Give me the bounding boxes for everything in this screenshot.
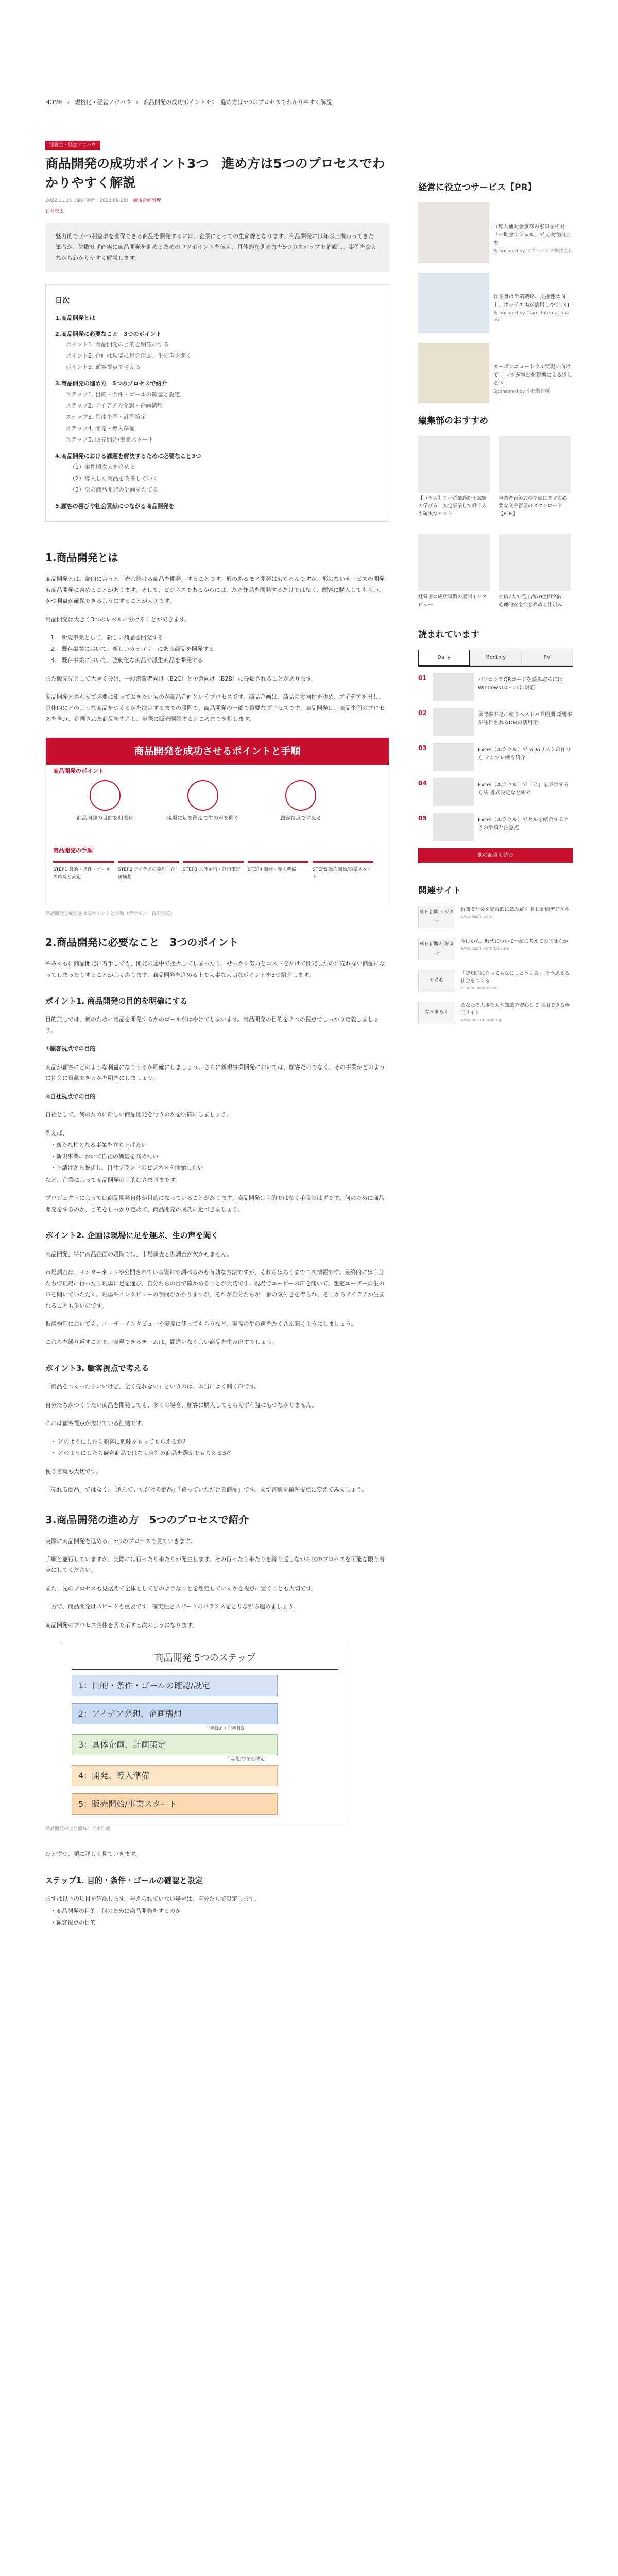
- recommend-thumbnail[interactable]: [418, 534, 490, 591]
- recommend-thumbnail[interactable]: [418, 436, 490, 493]
- paragraph: 「商品をつくったらいいけど、全く売れない」というのは、本当によく聞く声です。: [45, 1383, 260, 1391]
- lead-box: 魅力的で かつ利益率を確保できる商品を開発するには、企業にとっての生命線となります。商品開発には年以上携わってきた筆者が、失敗せず確実に商品開発を進めるためのコツポイントを伝え、具体的な進め方を5つのステップで解説し、事例を交えながらわかりやすく解説します。: [45, 223, 389, 272]
- pr-card-title[interactable]: 作業量は半端戦略、支援性は向上。ホッチエ場が活用しやすいIT: [493, 294, 570, 308]
- recommend-text[interactable]: 社員7人で売上高70億円突破 心理的安全性を高める仕組み: [499, 594, 567, 608]
- list-item: ・新たな柱となる事業を立ち上げたい: [50, 1141, 147, 1148]
- recommend-grid: [418, 436, 573, 617]
- flow-note: 商品化/事業化決定: [226, 1756, 265, 1762]
- paragraph: 商品開発とは、端的に言うと「売れ続ける商品を開発」することです。形のあるモノ開発はもちろんですが、形のないサービスの開発も商品開発に含めることがあります。そして、ビジネスであるからには、ただ作品を開発するだけではなく、顧客に購入してもらい、かつ利益が確保できるようにすることが大切です。: [45, 575, 385, 605]
- list-item: 2. 既存事業において、新しいカテゴリーにある商品を開発する: [50, 646, 214, 653]
- pr-thumbnail[interactable]: [418, 273, 489, 333]
- breadcrumb-sep: ›: [136, 99, 139, 106]
- toc-item[interactable]: （3）次の商品開発の計画をたてる: [70, 486, 158, 493]
- pr-sponsor: Sponsored by ソフトバンク株式会社: [493, 248, 573, 254]
- paragraph: など、企業によって商品開発の目的はさまざまです。: [45, 1176, 181, 1183]
- toc-item[interactable]: ステップ3. 具体企画・計画策定: [65, 413, 146, 420]
- rank-title[interactable]: Excel（エクセル）でToDoリストの作り方 テンプレ例も紹介: [478, 747, 571, 761]
- paragraph: 商品が顧客にどのような利益になりうるか明確にしましょう。さらに新規事業開発においては、顧客だけでなく、その事業がどのように社会に貢献できるかを明確にしましょう。: [45, 1063, 385, 1082]
- related-site[interactable]: [418, 1002, 573, 1024]
- list-item: ・新規事業において自社の価値を高めたい: [50, 1153, 158, 1160]
- rank-thumbnail[interactable]: [433, 708, 474, 736]
- paragraph: 商品開発は大きく3つのレベルに分けることができます。: [45, 616, 191, 623]
- step-box: STEP1 目的・条件・ゴールの確認と設定: [53, 861, 114, 882]
- toc-item[interactable]: ステップ4. 開発・導入準備: [65, 425, 135, 432]
- related-logo[interactable]: 朝日新聞の 好奇心: [418, 938, 455, 960]
- figure-section-points: 商品開発のポイント: [53, 767, 104, 774]
- paragraph: プロジェクトによっては商品開発自体が目的になっていることがあります。商品開発は目的ではなく手段のはずです。何のために商品開発をするのか、目的をしっかり定めて、商品開発の成功に近づきましょう。: [45, 1195, 385, 1213]
- toc-item[interactable]: ポイント1. 商品開発の目的を明確にする: [65, 341, 169, 348]
- point-heading: ポイント2. 企画は現場に足を運ぶ、生の声を聞く: [45, 1231, 219, 1241]
- toc-item[interactable]: 1.商品開発とは: [55, 314, 95, 321]
- flow-step: 2：アイデア発想、企画構想: [72, 1703, 278, 1724]
- ranking-item[interactable]: [418, 673, 573, 701]
- pr-sponsor: Sponsored by Claris International Inc.: [493, 310, 571, 324]
- publish-date: 2022.11.15（最終更新：2023.09.28）: [45, 198, 129, 204]
- pr-sponsor: Sponsored by 小松製作所: [493, 388, 550, 394]
- toc-item[interactable]: 4.商品開発における課題を解決するために必要なこと3つ: [55, 452, 201, 460]
- paragraph: 自分たちがつくりたい商品を開発しても、多くの場合、顧客に購入してもらえず利益にもつながりません。: [45, 1401, 318, 1409]
- related-text[interactable]: 新聞で社会を総合的に読み解く 朝日新聞デジタル: [460, 906, 570, 912]
- point-heading: ポイント1. 商品開発の目的を明確にする: [45, 996, 188, 1006]
- paragraph: また、先のプロセスも見据えて全体としてどのようなことを想定していくかを視点に置くことも大切です。: [45, 1585, 317, 1592]
- list-item: ・下請けから脱却し、自社ブランドのビジネスを開始したい: [50, 1164, 203, 1171]
- sub-heading: ①顧客視点での目的: [45, 1045, 96, 1053]
- paragraph: 一方で、商品開発はスピードも重要です。確実性とスピードのバランスをとりながら進めましょう。: [45, 1603, 299, 1611]
- related-url: www.asahi.com/tsukuru: [460, 945, 510, 951]
- meta-category[interactable]: 新規企画管理: [133, 198, 161, 204]
- rank-title[interactable]: Excel（エクセル）で「と」を表示する方法 書式設定など紹介: [478, 782, 569, 796]
- related-title: 関連サイト: [418, 885, 461, 896]
- recommend-card[interactable]: [499, 436, 571, 518]
- list-item: 3. 既存事業において、強靭化な商品や派生商品を開発する: [50, 657, 203, 664]
- figure-five-steps: 商品開発 5つのステップ 1：目的・条件・ゴールの確認/設定 2：アイデア発想、企画構想 企画Go! / 企画NG 3：具体企画、計画策定 商品化/事業化決定 4：開発、導入準備 5：販売開始/事業スタート: [61, 1643, 349, 1822]
- rank-number: 05: [418, 814, 427, 822]
- flow-step: 3：具体企画、計画策定: [72, 1734, 278, 1755]
- point-card: [66, 780, 144, 823]
- list: [50, 632, 389, 666]
- ranking-item[interactable]: [418, 708, 573, 736]
- author-name[interactable]: 石井勇太: [45, 209, 64, 215]
- step-heading: ステップ1. 目的・条件・ゴールの確認と設定: [45, 1875, 203, 1885]
- flow-step: 4：開発、導入準備: [72, 1765, 278, 1786]
- section-heading: 3.商品開発の進め方 5つのプロセスで紹介: [45, 1513, 249, 1526]
- breadcrumb-category[interactable]: 規格化・経営ノウハウ: [74, 99, 131, 106]
- rank-title[interactable]: Excel（エクセル）でセルを結合するときの手順と注意点: [478, 817, 569, 831]
- paragraph: 目的無しでは、何のために商品を開発するかのゴールがはやけてしまいます。商品開発の目的を２つの視点でしっかり定義しましょう。: [45, 1016, 379, 1034]
- related-logo[interactable]: 好奇心: [418, 970, 455, 992]
- flow-step: 1：目的・条件・ゴールの確認/設定: [72, 1675, 278, 1696]
- flow-step: 5：販売開始/事業スタート: [72, 1793, 278, 1815]
- sidebar: [418, 180, 573, 1033]
- recommend-thumbnail[interactable]: [499, 534, 571, 591]
- point-card: [164, 780, 242, 823]
- step-box: STEP2 アイデアの発想・企画構想: [118, 861, 179, 882]
- point-card: [262, 780, 339, 823]
- paragraph: ひとずつ、順に詳しく見ていきます。: [45, 1851, 141, 1858]
- point-heading: ポイント3. 顧客視点で考える: [45, 1363, 149, 1373]
- toc-item[interactable]: 2.商品開発に必要なこと 3つのポイント: [55, 330, 162, 337]
- recommend-text[interactable]: 【コラム】中小企業診断士試験の学び方 安定事業して働く人も確実なヒント: [418, 495, 487, 517]
- breadcrumb-home[interactable]: HOME: [45, 99, 63, 106]
- related-site[interactable]: [418, 938, 573, 960]
- pr-card[interactable]: [418, 343, 573, 403]
- paragraph: まずは以下の項目を確認します。与えられていない場合は、自分たちで設定します。: [45, 1895, 260, 1903]
- point-label: 現場に足を運んで生の声を聞く: [167, 815, 239, 821]
- paragraph: 便う言葉も大切です。: [45, 1468, 102, 1475]
- pr-thumbnail[interactable]: [418, 343, 489, 403]
- toc-item[interactable]: （2）導入した商品を改善していく: [70, 474, 158, 482]
- paragraph: やみくもに商品開発に着手しても、開発の途中で挫折してしまったり、せっかく努力とコストをかけて開発したのに売れない商品になってしまったりすることがよくあります。商品開発を進める上で大事な大切なポイントを3つ紹介します。: [45, 960, 385, 978]
- breadcrumb: [45, 98, 335, 108]
- breadcrumb-current: 商品開発の成功ポイント3つ 進め方は5つのプロセスでわかりやすく解説: [143, 99, 332, 106]
- figure-caption: 商品開発の主な流れ：青木作成: [45, 1826, 111, 1832]
- rank-title[interactable]: 承認率不足に使うベストパ業種別 反響率が注目されるDMの活用術: [478, 711, 572, 726]
- paragraph: これらを繰り返すことで、実現できるチームは、間違いなくよい商品を生み出すでしょう。: [45, 1338, 278, 1346]
- related-text[interactable]: あなたの大事な人や知識を安心して 活用できる専門サイト: [460, 1002, 570, 1016]
- pr-card-title[interactable]: カーボンニュートラル実現に向けて コマツが電動化建機による道しるべ: [493, 364, 572, 386]
- list-item: ・ どのようにしたら競合商品ではなく自社の商品を選んでもらえるか？: [50, 1449, 234, 1456]
- list: [50, 1140, 389, 1174]
- toc-item[interactable]: ステップ5. 販売開始/事業スタート: [65, 436, 154, 443]
- pr-thumbnail[interactable]: [418, 202, 489, 263]
- list-item: 1. 新規事業として、新しい商品を開発する: [50, 634, 164, 641]
- sub-heading: ②自社視点での目的: [45, 1093, 96, 1100]
- toc-item[interactable]: ステップ1. 目的・条件・ゴールの確認と設定: [65, 391, 180, 398]
- tab-monthly[interactable]: Monthly: [470, 650, 521, 666]
- paragraph: 実際に商品開発を進める、5つのプロセスで見ていきます。: [45, 1537, 196, 1545]
- figure-title: 商品開発を成功させるポイントと手順: [46, 738, 389, 765]
- toc-item[interactable]: （1）案件順次大を進める: [70, 463, 135, 470]
- category-tag[interactable]: 経営企・経営ノウハウ: [45, 141, 100, 150]
- pr-card[interactable]: [418, 202, 573, 263]
- rank-thumbnail[interactable]: [433, 743, 474, 771]
- article-meta: [45, 197, 389, 205]
- paragraph: 手順と並行していますが、実際には行ったり来たりが発生します。その行ったり来たりを繰り返しながら次のプロセスを可能な限り着実にしてください。: [45, 1555, 385, 1574]
- point-label: 顧客視点で考える: [280, 815, 321, 821]
- rank-number: 04: [418, 779, 427, 787]
- rank-thumbnail[interactable]: [433, 813, 474, 841]
- toc-item[interactable]: ポイント3. 顧客視点で考える: [65, 364, 141, 371]
- pr-card-title[interactable]: IT導入補助金事務の窓口を相対「補助金シシェル」で支援性向上を: [493, 224, 571, 246]
- recommend-title: 編集部のおすすめ: [418, 415, 489, 426]
- rank-thumbnail[interactable]: [433, 673, 474, 701]
- paragraph: また販売先として大きく分け、一般消費者向け（B2C）と企業向け（B2B）に分類されることがあります。: [45, 675, 317, 683]
- paragraph: 仮説検証においても、ユーザーインタビューや実際に使ってもらうなど、実際の生の声をたくさん聞くようにしましょう。: [45, 1320, 357, 1327]
- article-title: 商品開発の成功ポイント3つ 進め方は5つのプロセスでわかりやすく解説: [45, 156, 385, 190]
- recommend-thumbnail[interactable]: [499, 436, 571, 493]
- list-item: ・商品開発の目的：何のために商品開発をするのか: [50, 1907, 181, 1914]
- paragraph: 商品開発のプロセス全体を図で示すと次のようになります。: [45, 1621, 198, 1629]
- pr-title: 経営に役立つサービス【PR】: [418, 182, 537, 193]
- recommend-card[interactable]: [418, 436, 490, 518]
- tab-daily[interactable]: Daily: [418, 650, 470, 666]
- table-of-contents: [45, 284, 389, 522]
- figure-caption: 商品開発を成功させるポイントと手順（デザイン：吉田怜花）: [45, 911, 175, 917]
- ranking-tabs: [418, 650, 573, 667]
- step-box: STEP5 販売開始/事業スタート: [313, 861, 373, 882]
- toc-item[interactable]: 5.顧客の喜びや社会貢献につながる商品開発を: [55, 502, 175, 510]
- paragraph: 例えば、: [45, 1129, 68, 1137]
- paragraph: 「売れる商品」ではなく、「選んでいただける商品」「買っていただける商品」です。まず言葉を顧客視点に変えてみましょう。: [45, 1486, 368, 1494]
- toc-list: [55, 314, 380, 511]
- recommend-text[interactable]: 事業者表彰式の準備に関する必要な文書管理のダウンロード【PDF】: [499, 495, 568, 517]
- pr-card[interactable]: [418, 273, 573, 333]
- related-text[interactable]: 「認知症になってもなにしとうぇる」 そう思える社会をつくる: [460, 970, 570, 984]
- related-site[interactable]: [418, 970, 573, 992]
- related-url: kounou.asahi.com: [460, 985, 498, 990]
- related-url: www.nakamaruku.jp: [460, 1017, 503, 1022]
- toc-item[interactable]: ステップ2. アイデアの発想・企画構想: [65, 402, 163, 409]
- related-logo[interactable]: 朝日新聞 デジタル: [418, 906, 455, 928]
- related-text[interactable]: 今日から、時代について一緒に考えてみませんか: [460, 938, 568, 944]
- related-site[interactable]: [418, 906, 573, 928]
- rank-title[interactable]: パソコンでQRコードを読み取るには Windows10・11に対応: [478, 676, 563, 691]
- paragraph: 商品開発とあわせて必要に知っておきたいものが商品企画というプロセスです。商品企画は、商品の方向性を決め、アイデアを出し、具体的にどのような商品をつくるかを決定するまでの段階で、商品開発の一部で重要なプロセスです。商品開発は、商品企画のプロセスを含み、企画された商品を生産し、実際に販売開始するところまでを指します。: [45, 693, 385, 723]
- paragraph: これは顧客視点が抜けている証拠です。: [45, 1420, 147, 1427]
- tab-pv[interactable]: PV: [521, 650, 573, 666]
- rank-number: 01: [418, 674, 427, 682]
- paragraph: 商品開発、特に商品企画の段階では、市場調査と型調査が欠かせません。: [45, 1250, 233, 1258]
- flow-note: 企画NG: [227, 1726, 244, 1732]
- section-heading: 2.商品開発に必要なこと 3つのポイント: [45, 936, 239, 949]
- ranking-item[interactable]: [418, 743, 573, 771]
- paragraph: 市場調査は、インターネットや公開されている資料で調べるのも有効な方法ですが、それらはあくまで二次情報です。最終的には自分たちで現場に行ったり現場に足を運び、自分たちの目で確かめることが大切です。現場でユーザーの声を聞いて、想定ユーザーの生の声を聞いていただく。現場やインタビューの手間がかかりますが、それが自分たちが一番の気付きを得られ、そこからアイデアが生まれることも多いのです。: [45, 1269, 385, 1309]
- recommend-card[interactable]: [499, 534, 571, 608]
- related-logo[interactable]: なかまるく: [418, 1002, 455, 1024]
- breadcrumb-sep: ›: [67, 99, 70, 106]
- rank-number: 03: [418, 744, 427, 752]
- figure-section-steps: 商品開発の手順: [53, 846, 93, 854]
- toc-item[interactable]: ポイント2. 企画は現場に足を運ぶ、生の声を聞く: [65, 352, 192, 360]
- step-box: STEP4 開発・導入準備: [248, 861, 308, 882]
- list: [50, 1906, 389, 1928]
- toc-title: 目次: [55, 297, 70, 306]
- flow-note: 企画Go!: [205, 1726, 224, 1732]
- recommend-card[interactable]: [418, 534, 490, 608]
- list-item: ・ どのようにしたら顧客に興味をもってもらえるか？: [50, 1438, 188, 1445]
- ranking-item[interactable]: [418, 778, 573, 806]
- list: [50, 1436, 389, 1459]
- related-url: www.asahi.com: [460, 913, 493, 919]
- ranking-title: 読まれています: [418, 629, 479, 640]
- figure-points-and-steps: [45, 737, 389, 907]
- rank-number: 02: [418, 709, 427, 717]
- figure-title: 商品開発 5つのステップ: [72, 1651, 338, 1670]
- section-heading: 1.商品開発とは: [45, 551, 118, 564]
- list-item: ・顧客視点の目的: [50, 1919, 96, 1926]
- toc-item[interactable]: 3.商品開発の進め方 5つのプロセスで紹介: [55, 380, 167, 387]
- recommend-text[interactable]: 経営者の成功事例の展開インタビュー: [418, 594, 487, 608]
- paragraph: 自社として、何のために新しい商品開発を行うのかを明確にしましょう。: [45, 1111, 232, 1118]
- point-label: 商品開発の目的を明確化: [77, 815, 133, 821]
- article: [45, 139, 389, 1936]
- step-box: STEP3 具体企画・計画策定: [183, 861, 244, 882]
- more-articles-button[interactable]: 他の記事も読む: [418, 848, 573, 863]
- ranking-item[interactable]: [418, 813, 573, 841]
- rank-thumbnail[interactable]: [433, 778, 474, 806]
